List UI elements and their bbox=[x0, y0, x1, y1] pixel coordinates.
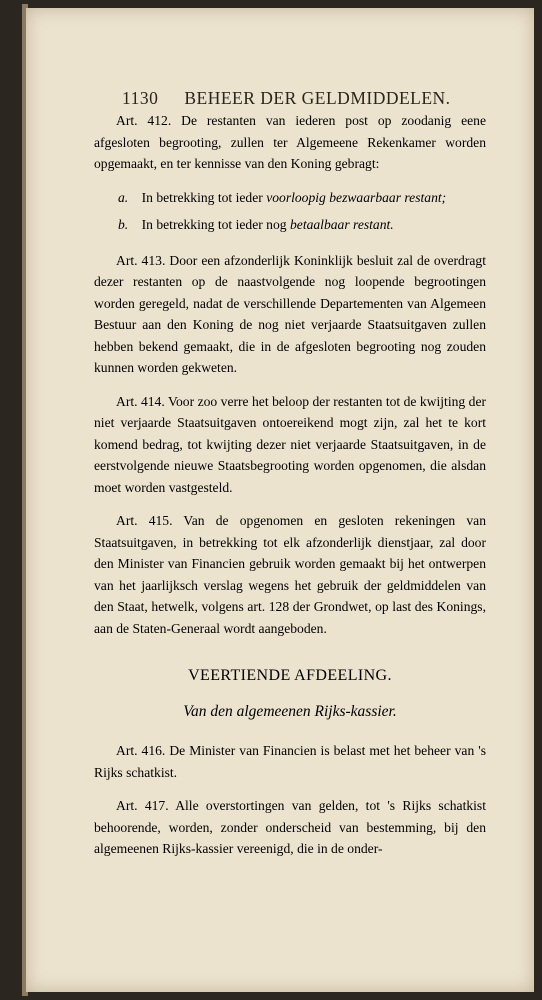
page-number: 1130 bbox=[122, 88, 159, 108]
section-subtitle: Van den algemeenen Rijks-kassier. bbox=[183, 702, 397, 720]
article-417: Art. 417. Alle overstortingen van gelden, tot 's Rijks schatkist behoorende, worden, zonder onderscheid van bestemming, bij den algemeenen Rijks-kassier vereenigd, die in de onder- bbox=[94, 798, 486, 856]
section-title: VEERTIENDE AFDEELING. bbox=[188, 667, 392, 684]
list-text: In betrekking tot ieder nog bbox=[141, 217, 287, 232]
article-415: Art. 415. Van de opgenomen en gesloten rekeningen van Staatsuitgaven, in betrekking tot elk afzonderlijk dienstjaar, zal door den Minister van Financien gebruik worden gemaakt bij het ontwerpen van het jaarlijksch verslag wegens het gebruik der geldmiddelen van den Staat, hetwelk, volgens art. 128 der Grondwet, op last des Konings, aan de Staten-Generaal wordt aangeboden. bbox=[94, 513, 486, 636]
running-title: BEHEER DER GELDMIDDELEN. bbox=[184, 88, 451, 108]
article-412: Art. 412. De restanten van iederen post op zoodanig eene afgesloten begrooting, zullen ter Algemeene Rekenkamer worden opgemaakt, en ter kennisse van den Koning gebragt: bbox=[94, 113, 486, 171]
article-416: Art. 416. De Minister van Financien is belast met het beheer van 's Rijks schatkist. bbox=[94, 743, 486, 780]
list-item-a bbox=[94, 187, 486, 209]
list-emphasis: voorloopig bezwaarbaar restant; bbox=[266, 189, 447, 205]
list-text: In betrekking tot ieder bbox=[141, 189, 263, 205]
article-414: Art. 414. Voor zoo verre het beloop der restanten tot de kwijting der niet verjaarde Staatsuitgaven ontoereikend mogt zijn, zal het te kort komend bedrag, tot kwijting dezer niet verjaarde Staatsuitgaven, in de eerstvolgende nieuwe Staatsbegrooting worden opgenomen, die alsdan moet worden vastgesteld. bbox=[94, 393, 486, 495]
list-item-b bbox=[94, 214, 486, 236]
list-letter: a. bbox=[118, 189, 129, 205]
page-content bbox=[94, 110, 486, 872]
article-413: Art. 413. Door een afzonderlijk Koninklijk besluit zal de overdragt dezer restanten op de naastvolgende nog loopende begrootingen worden geregeld, nadat de verschillende Departementen van Algemeen Bestuur aan den Koning de nog niet verjaarde Staatsuitgaven zullen hebben bekend gemaakt, die in de afgesloten begrooting nog zouden kunnen worden gekweten. bbox=[94, 252, 486, 375]
list-letter: b. bbox=[118, 217, 129, 232]
list-emphasis: betaalbaar restant. bbox=[289, 217, 394, 232]
page-header bbox=[122, 88, 462, 109]
